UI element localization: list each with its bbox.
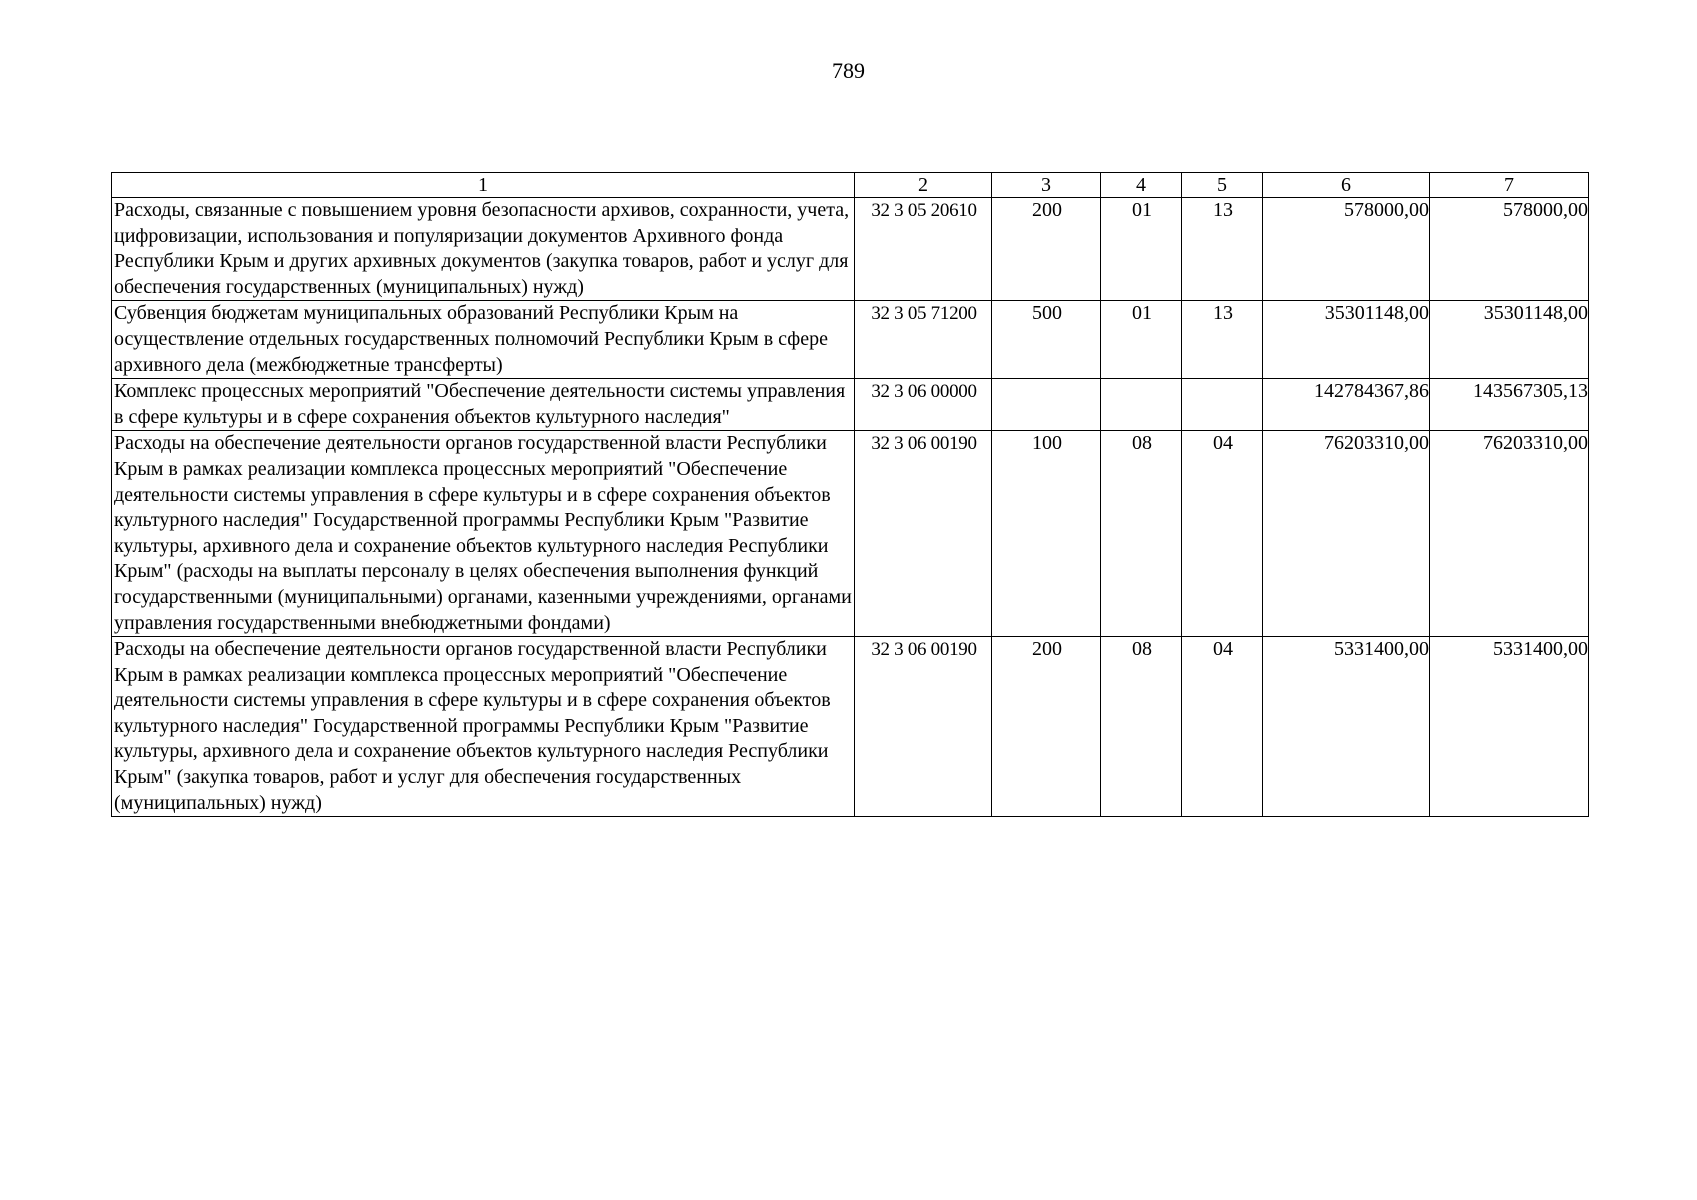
header-row (112, 173, 1589, 198)
table-row (112, 431, 1589, 637)
row-target-code: 32 3 05 20610 (855, 198, 992, 301)
row-name: Расходы на обеспечение деятельности органов государственной власти Республики Крым в рамках реализации комплекса процессных мероприятий "Обеспечение деятельности системы управления в сфере культуры и в сфере сохранения объектов культурного наследия" Государственной программы Республики Крым "Развитие культуры, архивного дела и сохранение объектов культурного наследия Республики Крым" (закупка товаров, работ и услуг для обеспечения государственных (муниципальных) нужд) (112, 637, 855, 817)
row-expense-type: 100 (992, 431, 1101, 637)
row-name: Комплекс процессных мероприятий "Обеспечение деятельности системы управления в сфере культуры и в сфере сохранения объектов культурного наследия" (112, 379, 855, 431)
header-col-1: 1 (112, 173, 855, 198)
row-sum-col6: 5331400,00 (1263, 637, 1430, 817)
row-sum-col7: 578000,00 (1430, 198, 1589, 301)
row-expense-type: 200 (992, 198, 1101, 301)
row-sum-col6: 76203310,00 (1263, 431, 1430, 637)
row-section: 01 (1101, 198, 1182, 301)
row-sum-col7: 143567305,13 (1430, 379, 1589, 431)
row-subsection: 13 (1182, 301, 1263, 379)
row-sum-col6: 35301148,00 (1263, 301, 1430, 379)
row-subsection: 13 (1182, 198, 1263, 301)
table-row (112, 301, 1589, 379)
row-subsection (1182, 379, 1263, 431)
row-sum-col7: 35301148,00 (1430, 301, 1589, 379)
row-subsection: 04 (1182, 431, 1263, 637)
table-row (112, 198, 1589, 301)
row-target-code: 32 3 05 71200 (855, 301, 992, 379)
row-name: Расходы на обеспечение деятельности органов государственной власти Республики Крым в рамках реализации комплекса процессных мероприятий "Обеспечение деятельности системы управления в сфере культуры и в сфере сохранения объектов культурного наследия" Государственной программы Республики Крым "Развитие культуры, архивного дела и сохранение объектов культурного наследия Республики Крым" (расходы на выплаты персоналу в целях обеспечения выполнения функций государственными (муниципальными) органами, казенными учреждениями, органами управления государственными внебюджетными фондами) (112, 431, 855, 637)
row-name: Расходы, связанные с повышением уровня безопасности архивов, сохранности, учета, цифровизации, использования и популяризации документов Архивного фонда Республики Крым и других архивных документов (закупка товаров, работ и услуг для обеспечения государственных (муниципальных) нужд) (112, 198, 855, 301)
row-sum-col7: 5331400,00 (1430, 637, 1589, 817)
header-col-2: 2 (855, 173, 992, 198)
header-col-5: 5 (1182, 173, 1263, 198)
row-sum-col6: 578000,00 (1263, 198, 1430, 301)
row-section: 08 (1101, 431, 1182, 637)
header-col-4: 4 (1101, 173, 1182, 198)
row-expense-type: 200 (992, 637, 1101, 817)
page-number: 789 (832, 58, 865, 83)
row-name: Субвенция бюджетам муниципальных образований Республики Крым на осуществление отдельных государственных полномочий Республики Крым в сфере архивного дела (межбюджетные трансферты) (112, 301, 855, 379)
row-sum-col7: 76203310,00 (1430, 431, 1589, 637)
row-target-code: 32 3 06 00190 (855, 637, 992, 817)
header-col-7: 7 (1430, 173, 1589, 198)
row-section (1101, 379, 1182, 431)
budget-table (111, 172, 1589, 817)
row-target-code: 32 3 06 00000 (855, 379, 992, 431)
row-section: 08 (1101, 637, 1182, 817)
table-row (112, 379, 1589, 431)
table-row (112, 637, 1589, 817)
row-expense-type (992, 379, 1101, 431)
header-col-3: 3 (992, 173, 1101, 198)
row-section: 01 (1101, 301, 1182, 379)
row-subsection: 04 (1182, 637, 1263, 817)
header-col-6: 6 (1263, 173, 1430, 198)
row-sum-col6: 142784367,86 (1263, 379, 1430, 431)
row-expense-type: 500 (992, 301, 1101, 379)
row-target-code: 32 3 06 00190 (855, 431, 992, 637)
